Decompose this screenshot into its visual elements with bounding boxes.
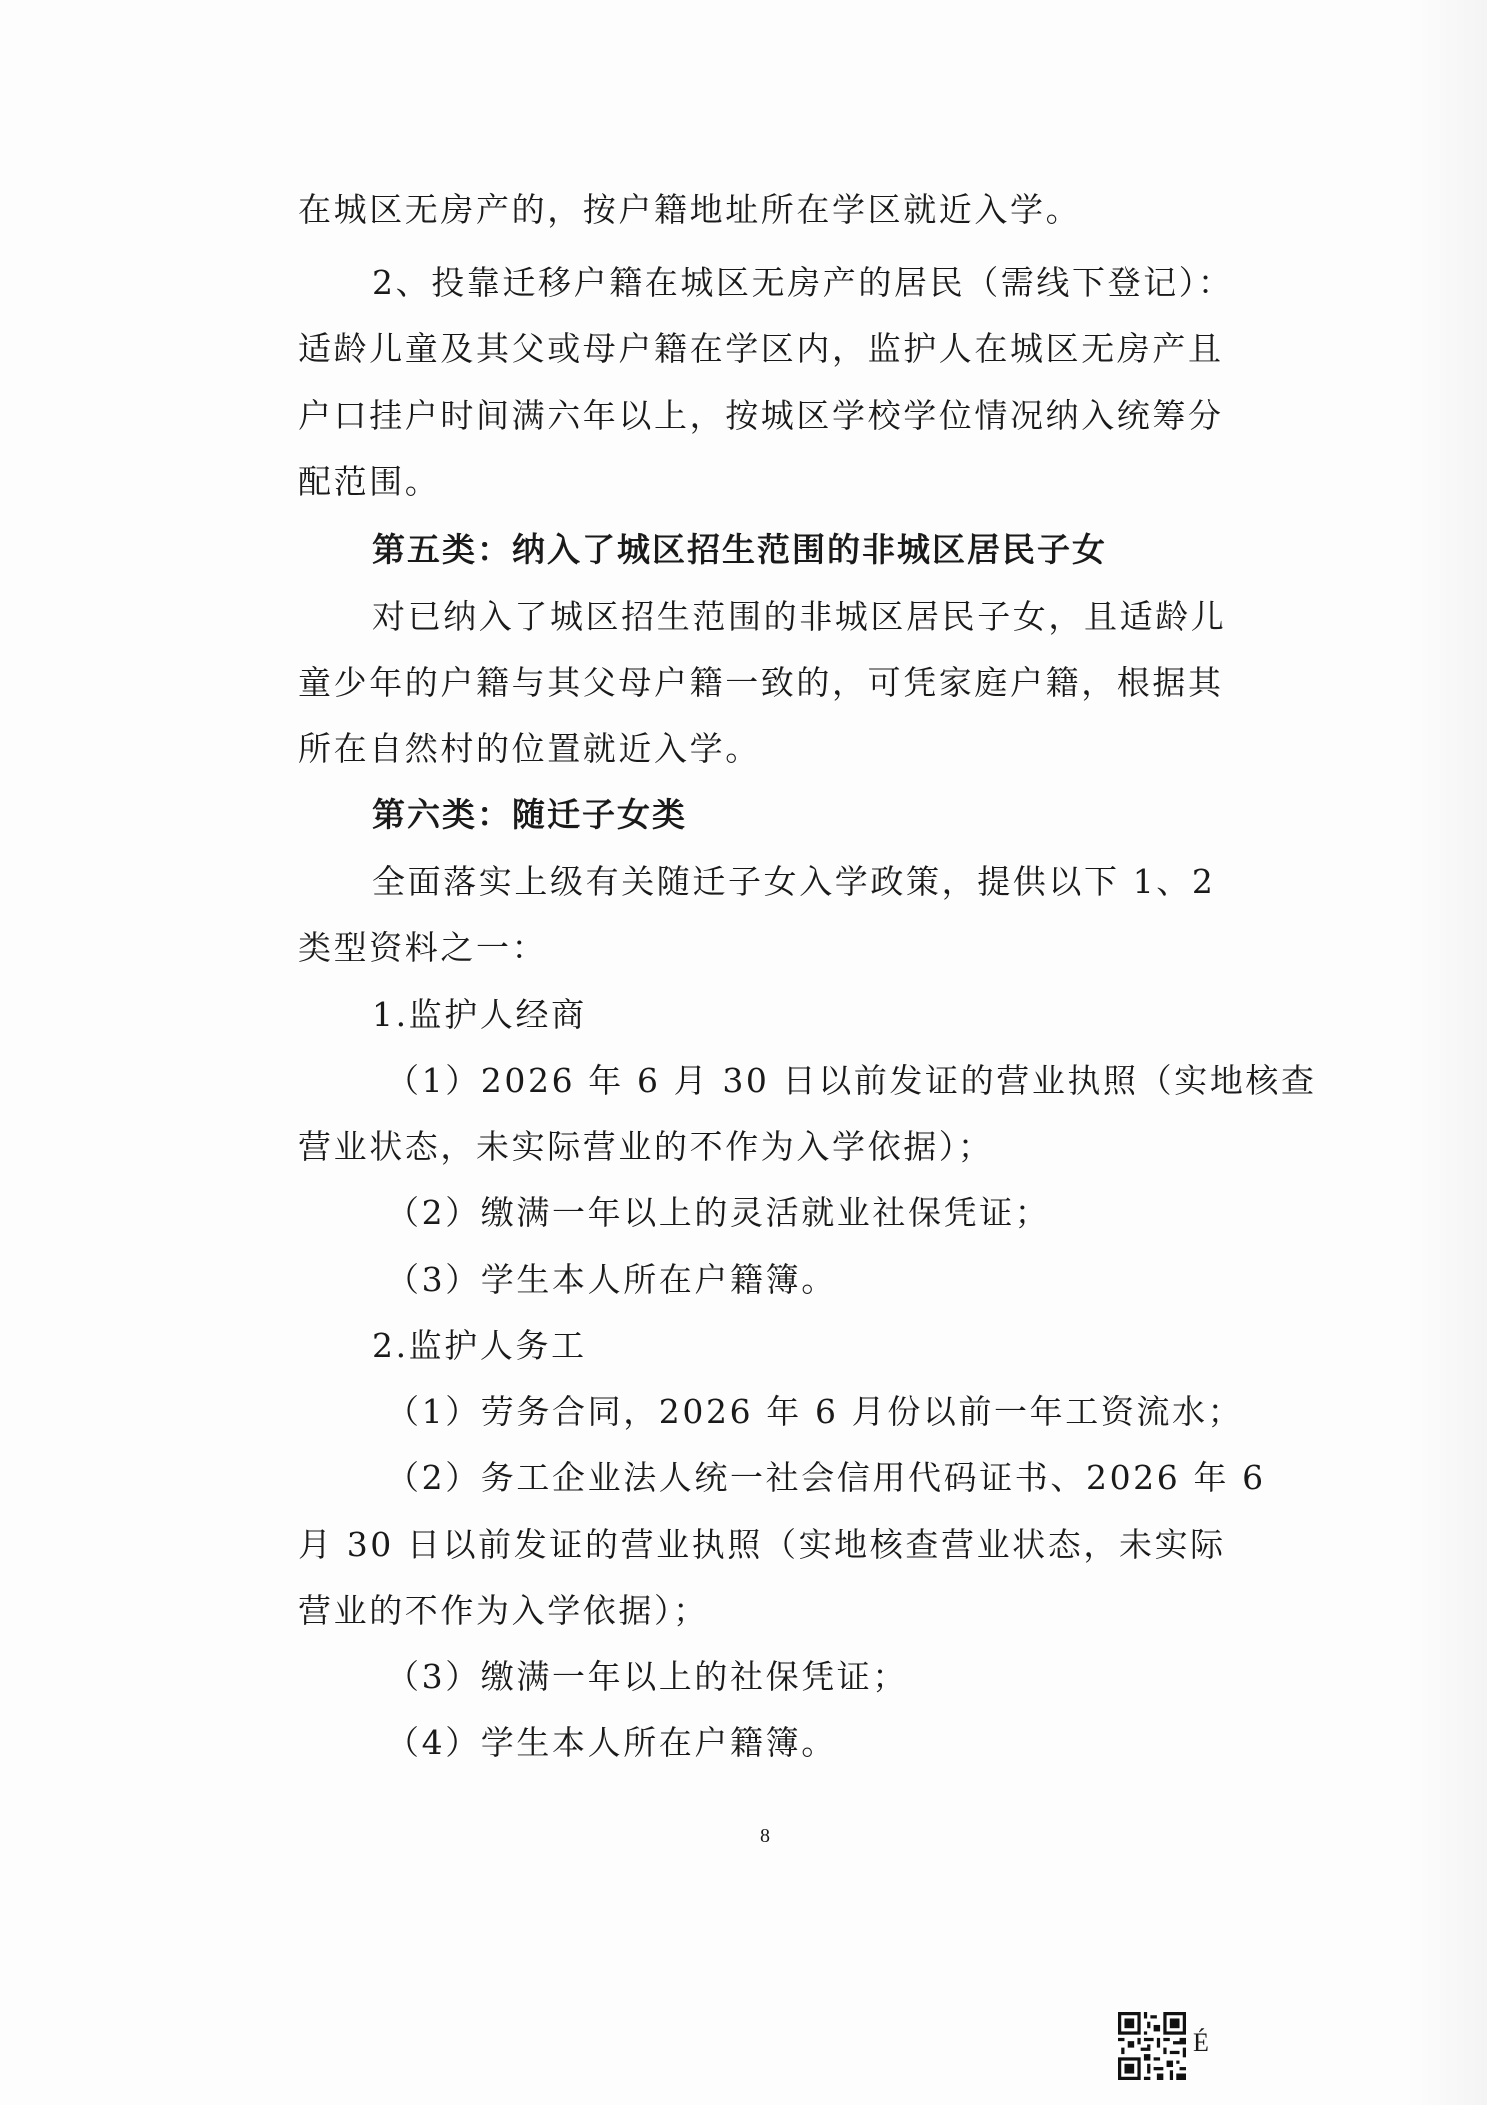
paragraph-line: 户口挂户时间满六年以上，按城区学校学位情况纳入统筹分 <box>298 396 1224 435</box>
list-item: （2）务工企业法人统一社会信用代码证书、2026 年 6 <box>386 1458 1266 1497</box>
list-item: （4）学生本人所在户籍簿。 <box>386 1723 837 1762</box>
section-heading: 第五类：纳入了城区招生范围的非城区居民子女 <box>372 530 1107 569</box>
paragraph-line: 营业的不作为入学依据）； <box>298 1591 709 1630</box>
scan-shadow <box>1407 0 1487 2105</box>
paragraph-line: 童少年的户籍与其父母户籍一致的，可凭家庭户籍，根据其 <box>298 663 1224 702</box>
paragraph-line: 配范围。 <box>298 462 441 501</box>
qr-code-icon <box>1118 2012 1186 2080</box>
list-item: （3）缴满一年以上的社保凭证； <box>386 1657 908 1696</box>
page-number: 8 <box>760 1825 770 1847</box>
paragraph-line: 所在自然村的位置就近入学。 <box>298 729 761 768</box>
paragraph-line: 营业状态，未实际营业的不作为入学依据）； <box>298 1127 994 1166</box>
paragraph-line: 类型资料之一： <box>298 928 548 967</box>
paragraph-line: 适龄儿童及其父或母户籍在学区内，监护人在城区无房产且 <box>298 329 1224 368</box>
paragraph-line: 对已纳入了城区招生范围的非城区居民子女，且适龄儿 <box>372 597 1227 636</box>
qr-mark-glyph: É <box>1193 2028 1209 2057</box>
section-heading: 第六类：随迁子女类 <box>372 795 687 834</box>
list-heading: 1.监护人经商 <box>372 995 587 1034</box>
paragraph-line: 全面落实上级有关随迁子女入学政策，提供以下 1、2 <box>372 862 1216 901</box>
list-heading: 2.监护人务工 <box>372 1326 587 1365</box>
paragraph-line: 2、投靠迁移户籍在城区无房产的居民（需线下登记）： <box>372 263 1234 302</box>
list-item: （3）学生本人所在户籍簿。 <box>386 1260 837 1299</box>
paragraph-line: 在城区无房产的，按户籍地址所在学区就近入学。 <box>298 190 1082 229</box>
list-item: （1）劳务合同，2026 年 6 月份以前一年工资流水； <box>386 1392 1244 1431</box>
paragraph-line: 月 30 日以前发证的营业执照（实地核查营业状态，未实际 <box>298 1525 1226 1564</box>
list-item: （2）缴满一年以上的灵活就业社保凭证； <box>386 1193 1051 1232</box>
list-item: （1）2026 年 6 月 30 日以前发证的营业执照（实地核查 <box>386 1061 1317 1100</box>
